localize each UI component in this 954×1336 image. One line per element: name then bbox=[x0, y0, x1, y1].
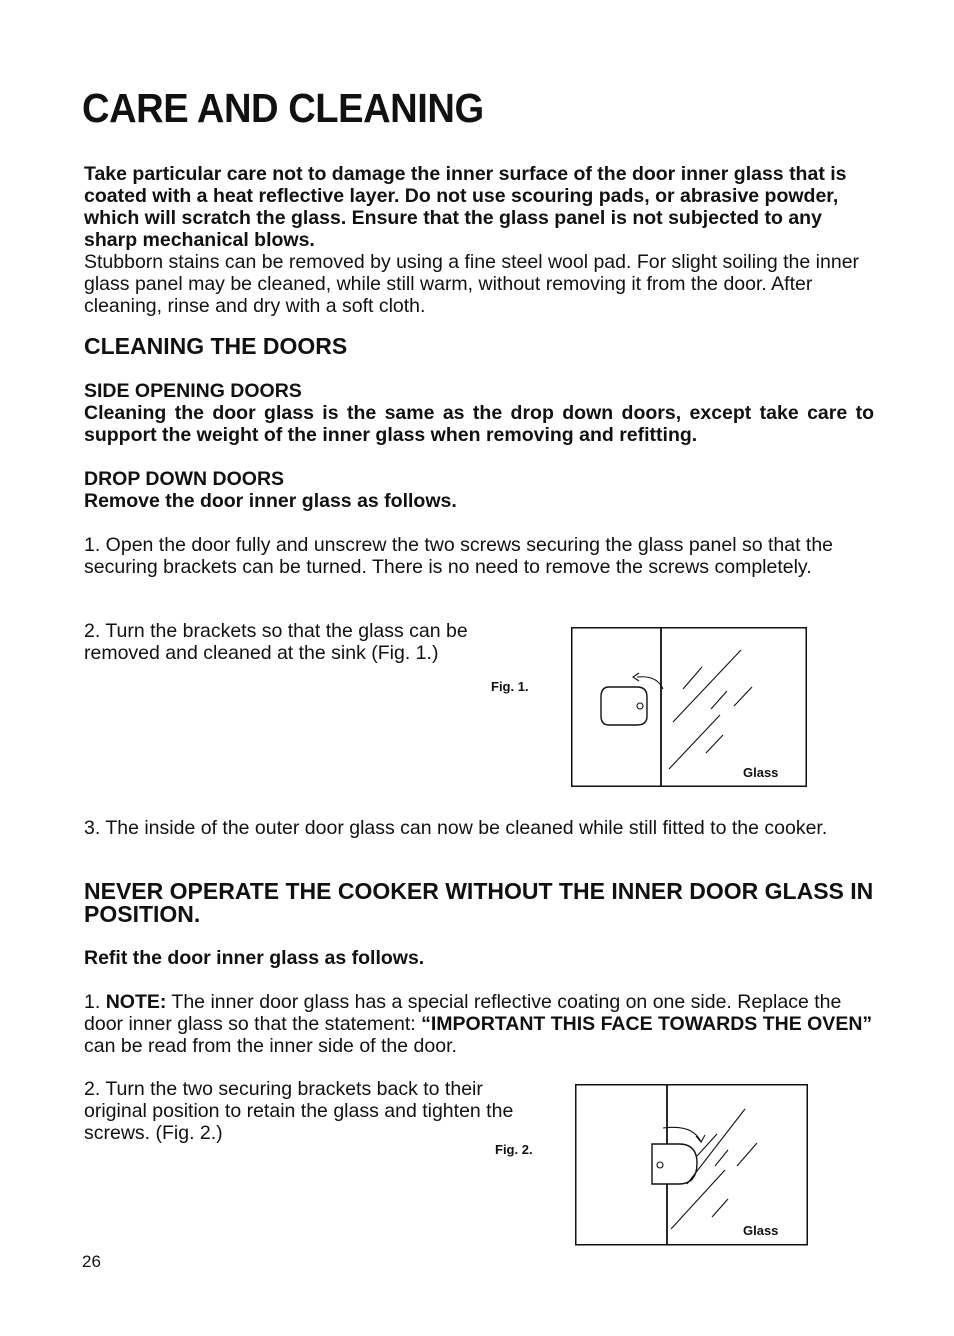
intro-text: Stubborn stains can be removed by using a fine steel wool pad. For slight soiling the inner glass panel may be cleaned, while still warm, without removing it from the door. After cleaning, rinse and dry with a soft cloth. bbox=[84, 251, 860, 317]
side-opening-text: Cleaning the door glass is the same as the drop down doors, except take care to support the weight of the inner glass when removing and refitting. bbox=[84, 402, 874, 446]
refit-step-2: 2. Turn the two securing brackets back to their original position to retain the glass and tighten the screws. (Fig. 2.) bbox=[84, 1078, 514, 1144]
cleaning-doors-heading: CLEANING THE DOORS bbox=[84, 333, 348, 359]
side-opening-heading: SIDE OPENING DOORS bbox=[84, 380, 302, 402]
fig1-diagram bbox=[571, 627, 808, 788]
page-number: 26 bbox=[82, 1252, 101, 1271]
side-opening-section bbox=[84, 380, 874, 446]
refit-heading: Refit the door inner glass as follows. bbox=[84, 947, 425, 969]
fig2-diagram bbox=[575, 1084, 809, 1246]
intro-section bbox=[84, 163, 874, 317]
remove-step-1: 1. Open the door fully and unscrew the two screws securing the glass panel so that the securing brackets can be turned. There is no need to remove the screws completely. bbox=[84, 534, 834, 578]
intro-warning: Take particular care not to damage the inner surface of the door inner glass that is coated with a heat reflective layer. Do not use scouring pads, or abrasive powder, which will scratch the glass. Ensure that the glass panel is not subjected to any sharp mechanical blows. bbox=[84, 163, 847, 251]
drop-down-section bbox=[84, 468, 874, 512]
remove-step-3: 3. The inside of the outer door glass can now be cleaned while still fitted to the cooker. bbox=[84, 817, 828, 839]
drop-down-subheading: Remove the door inner glass as follows. bbox=[84, 490, 457, 512]
page-title: CARE AND CLEANING bbox=[82, 85, 484, 131]
drop-down-heading: DROP DOWN DOORS bbox=[84, 468, 285, 490]
fig2-glass-label: Glass bbox=[743, 1223, 779, 1238]
refit-step-1-text: The inner door glass has a special reflective coating on one side. Replace the door inner glass so that the statement: bbox=[84, 991, 842, 1035]
refit-quote: “IMPORTANT THIS FACE TOWARDS THE OVEN” bbox=[421, 1013, 873, 1035]
refit-step-1 bbox=[84, 991, 874, 1057]
refit-note-label: NOTE: bbox=[105, 991, 167, 1013]
fig2-label: Fig. 2. bbox=[495, 1142, 533, 1157]
never-operate-warning: NEVER OPERATE THE COOKER WITHOUT THE INNER DOOR GLASS IN POSITION. bbox=[84, 878, 874, 927]
refit-step-1-end: can be read from the inner side of the door. bbox=[84, 1035, 457, 1057]
fig1-glass-label: Glass bbox=[743, 765, 779, 780]
remove-step-2: 2. Turn the brackets so that the glass can be removed and cleaned at the sink (Fig. 1.) bbox=[84, 620, 468, 664]
refit-step-1-number: 1. bbox=[84, 991, 106, 1013]
fig1-label: Fig. 1. bbox=[491, 679, 529, 694]
